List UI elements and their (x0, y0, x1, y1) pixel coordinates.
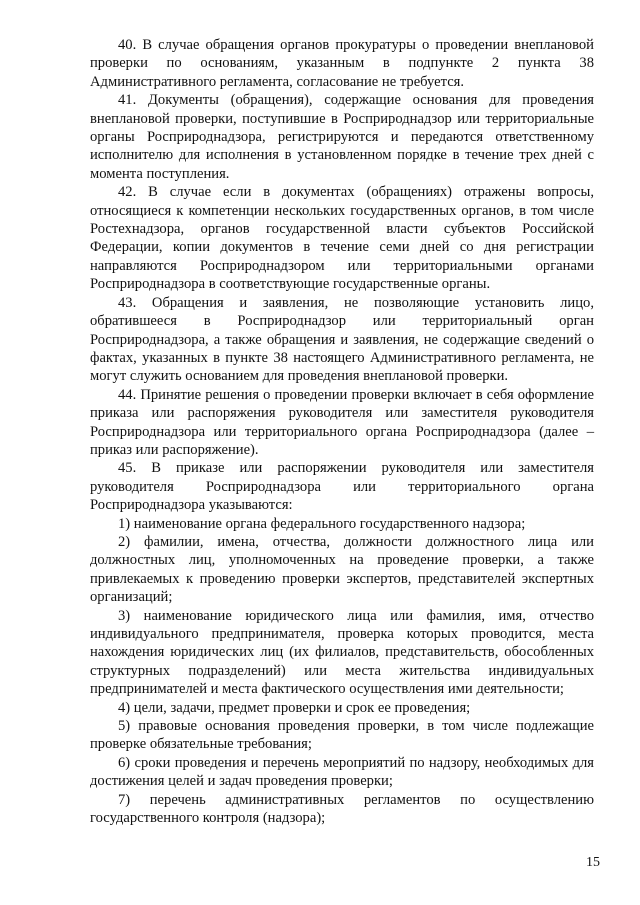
list-item-5: 5) правовые основания проведения проверки, в том числе подлежащие проверке обязательные требования; (90, 718, 594, 753)
page-number: 15 (586, 855, 600, 870)
paragraph-45: 45. В приказе или распоряжении руководителя или заместителя руководителя Росприроднадзора или территориального органа Росприроднадзора указываются: (90, 460, 594, 514)
paragraph-42: 42. В случае если в документах (обращениях) отражены вопросы, относящиеся к компетенции нескольких государственных органов, в том числе Ростехнадзора, органов государственной власти субъектов Российской Федерации, копии документов в течение семи дней со дня регистрации направляются Росприроднадзором или территориальными органами Росприроднадзора в соответствующие государственные органы. (90, 184, 594, 293)
paragraph-43: 43. Обращения и заявления, не позволяющие установить лицо, обратившееся в Росприроднадзор или территориальный орган Росприроднадзора, а также обращения и заявления, не содержащие сведений о фактах, указанных в пункте 38 настоящего Административного регламента, не могут служить основанием для проведения внеплановой проверки. (90, 294, 594, 385)
paragraph-40: 40. В случае обращения органов прокуратуры о проведении внеплановой проверки по основаниям, указанным в подпункте 2 пункта 38 Административного регламента, согласование не требуется. (90, 37, 594, 90)
list-item-2: 2) фамилии, имена, отчества, должности должностного лица или должностных лиц, уполномоченных на проведение проверки, а также привлекаемых к проведению проверки экспертов, представителей экспертных организаций; (90, 533, 594, 606)
paragraph-44: 44. Принятие решения о проведении проверки включает в себя оформление приказа или распоряжения руководителя или заместителя руководителя Росприроднадзора или территориального органа Росприроднадзора (далее – приказ или распоряжение). (90, 386, 594, 458)
list-item-3: 3) наименование юридического лица или фамилия, имя, отчество индивидуального предпринимателя, проверка которых проводится, места нахождения юридических лиц (их филиалов, представительств, обособленных структурных подразделений) или места жительства индивидуальных предпринимателей и места фактического осуществления ими деятельности; (90, 607, 594, 698)
list-item-7: 7) перечень административных регламентов по осуществлению государственного контроля (надзора); (90, 791, 594, 827)
list-item-6: 6) сроки проведения и перечень мероприятий по надзору, необходимых для достижения целей и задач проведения проверки; (90, 754, 594, 790)
paragraph-41: 41. Документы (обращения), содержащие основания для проведения внеплановой проверки, поступившие в Росприроднадзор или территориальные органы Росприроднадзора, регистрируются и передаются ответственному исполнителю для исполнения в установленном порядке в течение трех дней с момента поступления. (90, 92, 594, 182)
list-item-4: 4) цели, задачи, предмет проверки и срок ее проведения; (118, 699, 471, 716)
list-item-1: 1) наименование органа федерального государственного надзора; (118, 515, 526, 532)
document-body (90, 36, 594, 827)
